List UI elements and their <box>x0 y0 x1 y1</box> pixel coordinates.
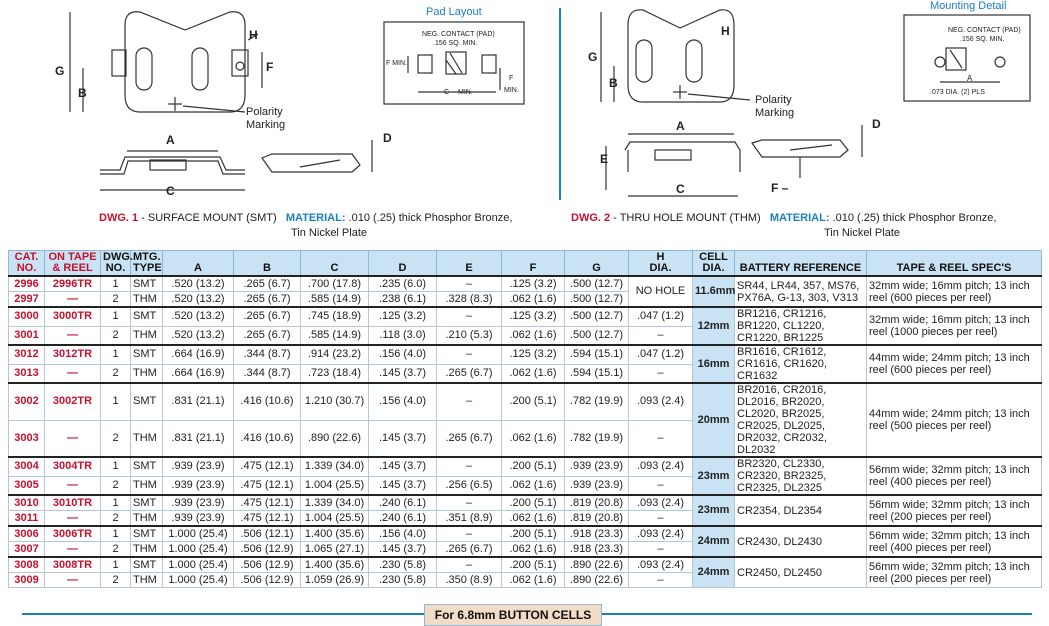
cell-dim-a: .520 (13.2) <box>163 326 234 345</box>
cell-h-dia: .093 (2.4) <box>629 495 693 511</box>
cell-dim-a: .939 (23.9) <box>163 457 234 476</box>
cell-dwg-no: 1 <box>101 345 131 364</box>
cell-h-dia: – <box>629 511 693 527</box>
cell-h-dia: .093 (2.4) <box>629 557 693 573</box>
cell-cat-no: 3009 <box>9 573 45 588</box>
cell-dim-f: .200 (5.1) <box>502 457 565 476</box>
cell-dim-e: – <box>437 526 502 542</box>
dwg1-dim-h: H <box>249 28 258 42</box>
footer-section-label: For 6.8mm BUTTON CELLS <box>424 604 602 626</box>
header-g: G <box>565 251 629 277</box>
cell-dim-g: .918 (23.3) <box>565 542 629 558</box>
dwg2-dim-c: C <box>676 182 685 196</box>
header-tape: ON TAPE & REEL <box>45 251 101 277</box>
pad-min2-label: MIN. <box>504 87 519 94</box>
cell-dim-f: .062 (1.6) <box>502 292 565 308</box>
cell-dwg-no: 1 <box>101 276 131 292</box>
cell-dwg-no: 1 <box>101 457 131 476</box>
cell-dwg-no: 2 <box>101 326 131 345</box>
cell-dim-b: .265 (6.7) <box>234 292 301 308</box>
cell-dim-f: .062 (1.6) <box>502 420 565 457</box>
cell-battery-reference: BR1616, CR1612, CR1616, CR1620, CR1632 <box>735 345 867 383</box>
cell-dim-f: .062 (1.6) <box>502 511 565 527</box>
mounting-detail-title: Mounting Detail <box>930 0 1007 12</box>
header-cat: CAT. NO. <box>9 251 45 277</box>
dwg2-dim-e: E <box>600 152 609 166</box>
pad-layout-title: Pad Layout <box>426 6 482 18</box>
cell-dim-g: .594 (15.1) <box>565 364 629 383</box>
cell-mtg-type: SMT <box>131 383 163 420</box>
cell-dwg-no: 1 <box>101 495 131 511</box>
cell-cat-no: 2996 <box>9 276 45 292</box>
cell-cell-dia: 23mm <box>693 495 735 526</box>
cell-dim-b: .506 (12.9) <box>234 557 301 573</box>
cell-cat-no: 3008 <box>9 557 45 573</box>
cell-dim-e: .256 (6.5) <box>437 476 502 495</box>
dwg2-dim-g: G <box>588 50 598 64</box>
cell-dwg-no: 2 <box>101 364 131 383</box>
cell-h-dia: – <box>629 476 693 495</box>
mount-sq-min: .156 SQ. MIN. <box>960 36 1005 43</box>
cell-tape-reel: 3002TR <box>45 383 101 420</box>
cell-dim-d: .230 (5.8) <box>369 573 437 588</box>
cell-mtg-type: SMT <box>131 457 163 476</box>
table-row <box>9 276 1042 292</box>
cell-dim-e: – <box>437 345 502 364</box>
cell-dim-a: .831 (21.1) <box>163 383 234 420</box>
cell-battery-reference: CR2450, DL2450 <box>735 557 867 588</box>
cell-cat-no: 3007 <box>9 542 45 558</box>
cell-dwg-no: 1 <box>101 383 131 420</box>
cell-mtg-type: SMT <box>131 526 163 542</box>
cell-tape-reel: — <box>45 292 101 308</box>
cell-battery-reference: CR2354, DL2354 <box>735 495 867 526</box>
cell-mtg-type: SMT <box>131 557 163 573</box>
cell-dim-d: .156 (4.0) <box>369 383 437 420</box>
dwg1-caption-material: MATERIAL: <box>285 212 346 224</box>
cell-dim-a: 1.000 (25.4) <box>163 557 234 573</box>
cell-tape-spec: 56mm wide; 32mm pitch; 13 inch reel (200 pieces per reel) <box>867 495 1042 526</box>
table-row <box>9 495 1042 511</box>
cell-dim-c: 1.339 (34.0) <box>301 457 369 476</box>
cell-dwg-no: 2 <box>101 476 131 495</box>
cell-cat-no: 3004 <box>9 457 45 476</box>
mount-neg-contact: NEG. CONTACT (PAD) <box>948 27 1021 34</box>
cell-dim-b: .265 (6.7) <box>234 326 301 345</box>
cell-dim-b: .265 (6.7) <box>234 276 301 292</box>
cell-dim-d: .145 (3.7) <box>369 420 437 457</box>
cell-dim-a: 1.000 (25.4) <box>163 526 234 542</box>
cell-tape-reel: 3004TR <box>45 457 101 476</box>
cell-dim-g: .500 (12.7) <box>565 307 629 326</box>
cell-dim-c: 1.210 (30.7) <box>301 383 369 420</box>
cell-cell-dia: 24mm <box>693 557 735 588</box>
cell-tape-reel: 3010TR <box>45 495 101 511</box>
table-header-row <box>9 251 1042 277</box>
cell-dim-g: .918 (23.3) <box>565 526 629 542</box>
cell-dim-a: 1.000 (25.4) <box>163 573 234 588</box>
cell-dim-a: .520 (13.2) <box>163 307 234 326</box>
dwg2-caption-line2: Tin Nickel Plate <box>824 227 901 239</box>
cell-dim-a: .939 (23.9) <box>163 511 234 527</box>
cell-dim-g: .939 (23.9) <box>565 457 629 476</box>
header-spec: TAPE & REEL SPEC'S <box>867 251 1042 277</box>
dwg1-polarity-line1: Polarity <box>246 106 283 118</box>
dwg2-dim-b: B <box>609 76 618 90</box>
cell-dim-c: .914 (23.2) <box>301 345 369 364</box>
cell-dim-c: 1.004 (25.5) <box>301 476 369 495</box>
cell-battery-reference: BR1216, CR1216, BR1220, CL1220, CR1220, BR1225 <box>735 307 867 345</box>
cell-cat-no: 3010 <box>9 495 45 511</box>
cell-dim-d: .238 (6.1) <box>369 292 437 308</box>
cell-dwg-no: 1 <box>101 557 131 573</box>
cell-dim-g: .782 (19.9) <box>565 383 629 420</box>
mount-dia: .073 DIA. (2) PLS <box>930 89 985 96</box>
cell-dim-f: .125 (3.2) <box>502 276 565 292</box>
dwg1-dim-b: B <box>78 86 87 100</box>
dwg2-caption-type: - THRU HOLE MOUNT (THM) <box>610 212 761 224</box>
cell-dim-c: .723 (18.4) <box>301 364 369 383</box>
cell-cat-no: 3003 <box>9 420 45 457</box>
cell-dim-f: .200 (5.1) <box>502 383 565 420</box>
cell-mtg-type: SMT <box>131 495 163 511</box>
dwg2-caption <box>571 211 996 225</box>
cell-dim-b: .475 (12.1) <box>234 476 301 495</box>
cell-dim-e: .265 (6.7) <box>437 542 502 558</box>
spec-table <box>8 250 1042 588</box>
cell-cell-dia: 24mm <box>693 526 735 557</box>
dwg1-caption-type: - SURFACE MOUNT (SMT) <box>138 212 277 224</box>
pad-c-min: MIN. <box>458 89 473 96</box>
cell-mtg-type: THM <box>131 511 163 527</box>
cell-tape-spec: 56mm wide; 32mm pitch; 13 inch reel (400 pieces per reel) <box>867 457 1042 495</box>
cell-dim-g: .939 (23.9) <box>565 476 629 495</box>
cell-dwg-no: 2 <box>101 511 131 527</box>
cell-mtg-type: THM <box>131 573 163 588</box>
header-b: B <box>234 251 301 277</box>
cell-dim-g: .819 (20.8) <box>565 511 629 527</box>
header-f: F <box>502 251 565 277</box>
cell-dim-e: .350 (8.9) <box>437 573 502 588</box>
table-row <box>9 383 1042 420</box>
cell-cat-no: 3000 <box>9 307 45 326</box>
header-dwg: DWG. NO. <box>101 251 131 277</box>
cell-tape-spec: 44mm wide; 24mm pitch; 13 inch reel (600 pieces per reel) <box>867 345 1042 383</box>
cell-tape-reel: 3000TR <box>45 307 101 326</box>
cell-dwg-no: 2 <box>101 573 131 588</box>
cell-dim-c: .745 (18.9) <box>301 307 369 326</box>
cell-dim-g: .819 (20.8) <box>565 495 629 511</box>
cell-dim-c: .585 (14.9) <box>301 326 369 345</box>
cell-h-dia: – <box>629 542 693 558</box>
cell-dim-g: .500 (12.7) <box>565 276 629 292</box>
cell-tape-spec: 44mm wide; 24mm pitch; 13 inch reel (500 pieces per reel) <box>867 383 1042 457</box>
dwg2-caption-dwg: DWG. 2 <box>571 212 611 224</box>
cell-dim-f: .062 (1.6) <box>502 573 565 588</box>
cell-dim-a: .520 (13.2) <box>163 292 234 308</box>
cell-h-dia: – <box>629 573 693 588</box>
cell-dim-b: .506 (12.9) <box>234 542 301 558</box>
cell-dim-e: – <box>437 307 502 326</box>
cell-dim-g: .890 (22.6) <box>565 573 629 588</box>
cell-dim-e: – <box>437 457 502 476</box>
cell-dim-a: .831 (21.1) <box>163 420 234 457</box>
cell-dim-c: 1.059 (26.9) <box>301 573 369 588</box>
cell-h-dia: .047 (1.2) <box>629 345 693 364</box>
dwg1-dim-d: D <box>383 131 392 145</box>
dwg1-caption <box>99 211 512 225</box>
cell-tape-spec: 56mm wide; 32mm pitch; 13 inch reel (200 pieces per reel) <box>867 557 1042 588</box>
cell-dwg-no: 1 <box>101 307 131 326</box>
dwg1-polarity-line2: Marking <box>246 119 286 131</box>
table-row <box>9 457 1042 476</box>
cell-dim-d: .235 (6.0) <box>369 276 437 292</box>
cell-h-dia: .093 (2.4) <box>629 457 693 476</box>
cell-mtg-type: SMT <box>131 345 163 364</box>
dwg2-dim-a: A <box>676 119 685 133</box>
cell-tape-reel: — <box>45 542 101 558</box>
pad-sq-min: .156 SQ. MIN. <box>433 40 478 47</box>
cell-dim-d: .145 (3.7) <box>369 476 437 495</box>
cell-tape-spec: 32mm wide; 16mm pitch; 13 inch reel (600 pieces per reel) <box>867 276 1042 307</box>
dwg1-top-view <box>70 12 262 112</box>
dwg2-polarity-line2: Marking <box>755 107 795 119</box>
cell-dim-c: .700 (17.8) <box>301 276 369 292</box>
cell-cat-no: 3012 <box>9 345 45 364</box>
cell-dwg-no: 2 <box>101 542 131 558</box>
cell-cell-dia: 11.6mm <box>693 276 735 307</box>
cell-battery-reference: CR2430, DL2430 <box>735 526 867 557</box>
cell-dwg-no: 2 <box>101 420 131 457</box>
dwg1-dim-g: G <box>55 64 65 78</box>
cell-dim-d: .145 (3.7) <box>369 457 437 476</box>
cell-dim-g: .594 (15.1) <box>565 345 629 364</box>
cell-dim-b: .506 (12.9) <box>234 573 301 588</box>
cell-mtg-type: THM <box>131 364 163 383</box>
cell-dim-f: .062 (1.6) <box>502 542 565 558</box>
cell-tape-reel: 3006TR <box>45 526 101 542</box>
cell-dim-c: .585 (14.9) <box>301 292 369 308</box>
dwg1-caption-material-text: .010 (.25) thick Phosphor Bronze, <box>345 212 513 224</box>
cell-dim-c: 1.065 (27.1) <box>301 542 369 558</box>
dwg1-dim-c: C <box>166 184 175 198</box>
cell-h-dia: .047 (1.2) <box>629 307 693 326</box>
cell-dim-e: .210 (5.3) <box>437 326 502 345</box>
cell-dim-e: .265 (6.7) <box>437 420 502 457</box>
cell-tape-reel: — <box>45 420 101 457</box>
cell-tape-reel: 3012TR <box>45 345 101 364</box>
table-row <box>9 345 1042 364</box>
cell-dim-c: 1.400 (35.6) <box>301 526 369 542</box>
cell-dim-b: .475 (12.1) <box>234 457 301 476</box>
cell-dim-f: .200 (5.1) <box>502 526 565 542</box>
cell-dim-e: – <box>437 276 502 292</box>
cell-dim-a: 1.000 (25.4) <box>163 542 234 558</box>
drawings-area <box>0 0 1049 248</box>
cell-dim-f: .200 (5.1) <box>502 557 565 573</box>
cell-cat-no: 3002 <box>9 383 45 420</box>
cell-tape-spec: 56mm wide; 32mm pitch; 13 inch reel (400 pieces per reel) <box>867 526 1042 557</box>
header-battery: BATTERY REFERENCE <box>735 251 867 277</box>
header-cell: CELL DIA. <box>693 251 735 277</box>
cell-dim-b: .506 (12.1) <box>234 526 301 542</box>
cell-dim-c: .890 (22.6) <box>301 420 369 457</box>
cell-tape-reel: — <box>45 364 101 383</box>
header-mtg: MTG. TYPE <box>131 251 163 277</box>
cell-dim-a: .664 (16.9) <box>163 364 234 383</box>
cell-dim-f: .062 (1.6) <box>502 364 565 383</box>
dwg1-side-view <box>100 140 372 190</box>
table-row <box>9 307 1042 326</box>
cell-h-dia: – <box>629 420 693 457</box>
cell-mtg-type: THM <box>131 476 163 495</box>
cell-dim-g: .782 (19.9) <box>565 420 629 457</box>
dwg2-dim-f: F – <box>771 181 789 195</box>
cell-dim-c: 1.400 (35.6) <box>301 557 369 573</box>
cell-cat-no: 3001 <box>9 326 45 345</box>
cell-dim-c: 1.004 (25.5) <box>301 511 369 527</box>
cell-tape-reel: 3008TR <box>45 557 101 573</box>
cell-dim-d: .156 (4.0) <box>369 526 437 542</box>
cell-dim-e: – <box>437 383 502 420</box>
cell-dim-c: 1.339 (34.0) <box>301 495 369 511</box>
header-h: H DIA. <box>629 251 693 277</box>
table-row <box>9 557 1042 573</box>
dwg2-dim-d: D <box>872 117 881 131</box>
cell-h-dia: .093 (2.4) <box>629 526 693 542</box>
cell-mtg-type: SMT <box>131 307 163 326</box>
cell-cat-no: 3006 <box>9 526 45 542</box>
cell-dim-b: .416 (10.6) <box>234 383 301 420</box>
cell-dim-a: .939 (23.9) <box>163 495 234 511</box>
cell-dim-e: .351 (8.9) <box>437 511 502 527</box>
cell-cell-dia: 16mm <box>693 345 735 383</box>
cell-cat-no: 3011 <box>9 511 45 527</box>
cell-cat-no: 3005 <box>9 476 45 495</box>
cell-dim-d: .230 (5.8) <box>369 557 437 573</box>
dwg1-dim-a: A <box>166 133 175 147</box>
cell-dim-d: .125 (3.2) <box>369 307 437 326</box>
cell-tape-reel: — <box>45 326 101 345</box>
dwg1-caption-line2: Tin Nickel Plate <box>291 227 368 239</box>
cell-cat-no: 2997 <box>9 292 45 308</box>
cell-cat-no: 3013 <box>9 364 45 383</box>
cell-dwg-no: 2 <box>101 292 131 308</box>
cell-dim-f: .125 (3.2) <box>502 345 565 364</box>
cell-dim-e: .265 (6.7) <box>437 364 502 383</box>
header-c: C <box>301 251 369 277</box>
cell-dim-f: .062 (1.6) <box>502 326 565 345</box>
cell-mtg-type: SMT <box>131 276 163 292</box>
dwg2-caption-material-text: .010 (.25) thick Phosphor Bronze, <box>829 212 997 224</box>
cell-cell-dia: 20mm <box>693 383 735 457</box>
cell-dim-g: .500 (12.7) <box>565 326 629 345</box>
cell-dim-e: .328 (8.3) <box>437 292 502 308</box>
cell-dim-b: .344 (8.7) <box>234 364 301 383</box>
cell-mtg-type: THM <box>131 326 163 345</box>
cell-tape-spec: 32mm wide; 16mm pitch; 13 inch reel (1000 pieces per reel) <box>867 307 1042 345</box>
dwg1-caption-dwg: DWG. 1 <box>99 212 139 224</box>
cell-dim-b: .344 (8.7) <box>234 345 301 364</box>
pad-c-label: C <box>444 89 450 96</box>
cell-h-dia: NO HOLE <box>629 276 693 307</box>
pad-neg-contact: NEG. CONTACT (PAD) <box>422 31 495 38</box>
cell-cell-dia: 23mm <box>693 457 735 495</box>
dwg2-side-view <box>606 125 862 196</box>
cell-tape-reel: — <box>45 511 101 527</box>
cell-battery-reference: SR44, LR44, 357, MS76, PX76A, G-13, 303, V313 <box>735 276 867 307</box>
cell-cell-dia: 12mm <box>693 307 735 345</box>
cell-dim-d: .240 (6.1) <box>369 511 437 527</box>
cell-dim-e: – <box>437 557 502 573</box>
cell-h-dia: – <box>629 326 693 345</box>
cell-dim-d: .145 (3.7) <box>369 542 437 558</box>
dwg2-caption-material: MATERIAL: <box>769 212 830 224</box>
pad-f-min: F MIN. <box>386 60 407 67</box>
cell-tape-reel: — <box>45 573 101 588</box>
cell-dim-f: .062 (1.6) <box>502 476 565 495</box>
pad-f2-label: F <box>509 75 514 82</box>
cell-battery-reference: BR2320, CL2330, CR2320, BR2325, CR2325, DL2325 <box>735 457 867 495</box>
cell-dim-b: .416 (10.6) <box>234 420 301 457</box>
cell-tape-reel: — <box>45 476 101 495</box>
mount-a-label: A <box>967 74 973 83</box>
cell-dim-f: .125 (3.2) <box>502 307 565 326</box>
header-d: D <box>369 251 437 277</box>
cell-dim-d: .145 (3.7) <box>369 364 437 383</box>
cell-dim-e: – <box>437 495 502 511</box>
cell-mtg-type: THM <box>131 542 163 558</box>
cell-dim-b: .475 (12.1) <box>234 495 301 511</box>
header-e: E <box>437 251 502 277</box>
cell-tape-reel: 2996TR <box>45 276 101 292</box>
cell-dim-a: .520 (13.2) <box>163 276 234 292</box>
table-row <box>9 526 1042 542</box>
cell-battery-reference: BR2016, CR2016, DL2016, BR2020, CL2020, BR2025, CR2025, DL2025, DR2032, CR2032, DL2032 <box>735 383 867 457</box>
cell-h-dia: .093 (2.4) <box>629 383 693 420</box>
cell-mtg-type: THM <box>131 292 163 308</box>
cell-dwg-no: 1 <box>101 526 131 542</box>
cell-dim-g: .500 (12.7) <box>565 292 629 308</box>
cell-mtg-type: THM <box>131 420 163 457</box>
cell-dim-a: .939 (23.9) <box>163 476 234 495</box>
cell-dim-d: .240 (6.1) <box>369 495 437 511</box>
cell-dim-f: .200 (5.1) <box>502 495 565 511</box>
cell-h-dia: – <box>629 364 693 383</box>
cell-dim-a: .664 (16.9) <box>163 345 234 364</box>
dwg2-dim-h: H <box>721 24 730 38</box>
cell-dim-d: .118 (3.0) <box>369 326 437 345</box>
dwg1-dim-f: F <box>266 60 274 74</box>
cell-dim-b: .265 (6.7) <box>234 307 301 326</box>
header-a: A <box>163 251 234 277</box>
cell-dim-g: .890 (22.6) <box>565 557 629 573</box>
dwg2-polarity-line1: Polarity <box>755 94 792 106</box>
cell-dim-d: .156 (4.0) <box>369 345 437 364</box>
cell-dim-b: .475 (12.1) <box>234 511 301 527</box>
